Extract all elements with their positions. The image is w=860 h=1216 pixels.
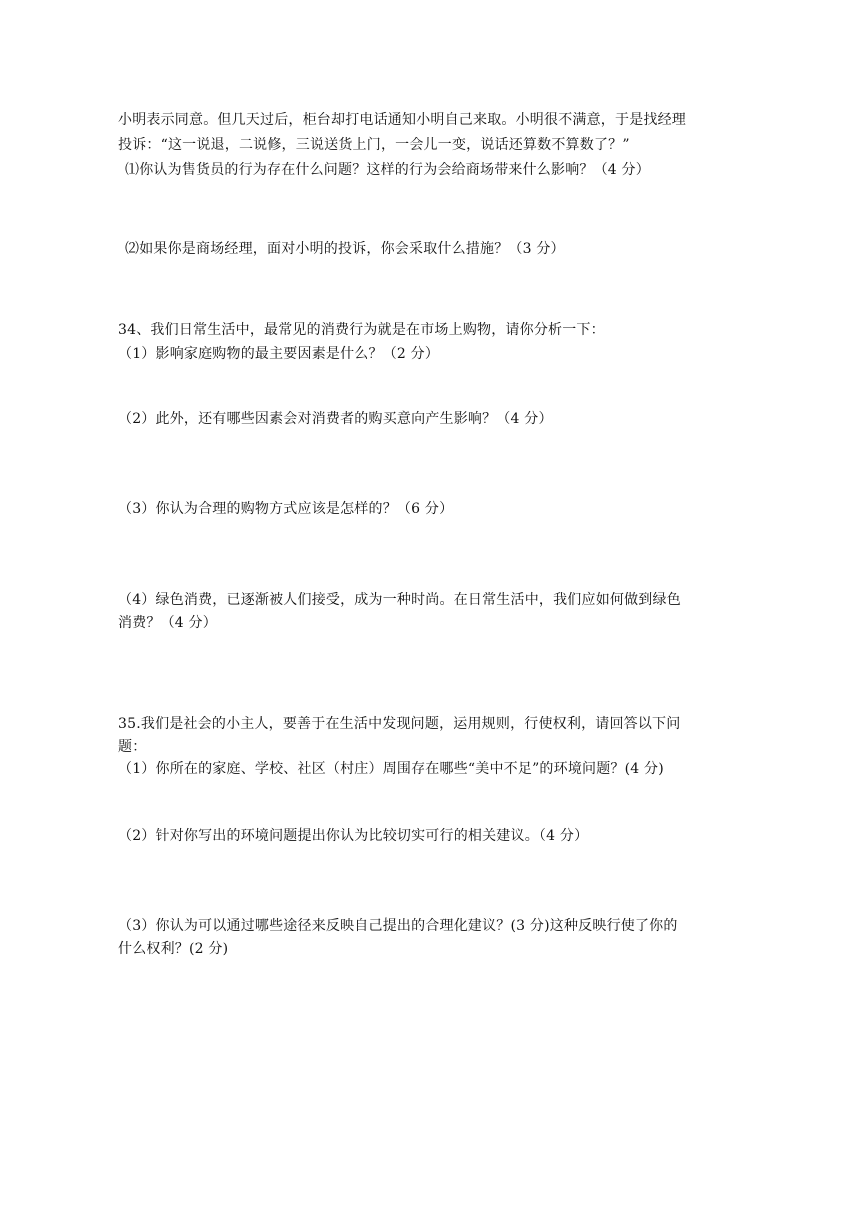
question-33-1: ⑴你认为售货员的行为存在什么问题？这样的行为会给商场带来什么影响？（4 分） bbox=[125, 162, 650, 178]
text-line-1: 小明表示同意。但几天过后，柜台却打电话通知小明自己来取。小明很不满意，于是找经理 bbox=[118, 112, 686, 128]
question-34-4-line-2: 消费？（4 分） bbox=[118, 615, 217, 631]
question-35-3-line-2: 什么权利？(2 分) bbox=[118, 941, 229, 957]
question-35-2: （2）针对你写出的环境问题提出你认为比较切实可行的相关建议。（4 分） bbox=[118, 828, 589, 844]
question-34-stem: 34、我们日常生活中，最常见的消费行为就是在市场上购物，请你分析一下： bbox=[118, 322, 605, 338]
question-34-1: （1）影响家庭购物的最主要因素是什么？（2 分） bbox=[118, 346, 440, 362]
question-33-2: ⑵如果你是商场经理，面对小明的投诉，你会采取什么措施？（3 分） bbox=[125, 241, 565, 257]
text-line-2: 投诉：“这一说退，二说修，三说送货上门，一会儿一变，说话还算数不算数了？” bbox=[118, 137, 630, 153]
question-34-3: （3）你认为合理的购物方式应该是怎样的？（6 分） bbox=[118, 501, 454, 517]
question-35-3-line-1: （3）你认为可以通过哪些途径来反映自己提出的合理化建议？(3 分)这种反映行使了你的 bbox=[118, 918, 678, 934]
question-34-4-line-1: （4）绿色消费，已逐渐被人们接受，成为一种时尚。在日常生活中，我们应如何做到绿色 bbox=[118, 592, 681, 608]
question-35-1: （1）你所在的家庭、学校、社区（村庄）周围存在哪些“美中不足”的环境问题？(4 分) bbox=[118, 761, 664, 777]
question-35-stem-line-1: 35.我们是社会的小主人，要善于在生活中发现问题，运用规则，行使权利，请回答以下问 bbox=[118, 716, 681, 732]
question-34-2: （2）此外，还有哪些因素会对消费者的购买意向产生影响？（4 分） bbox=[118, 411, 553, 427]
question-35-stem-line-2: 题： bbox=[118, 739, 147, 755]
